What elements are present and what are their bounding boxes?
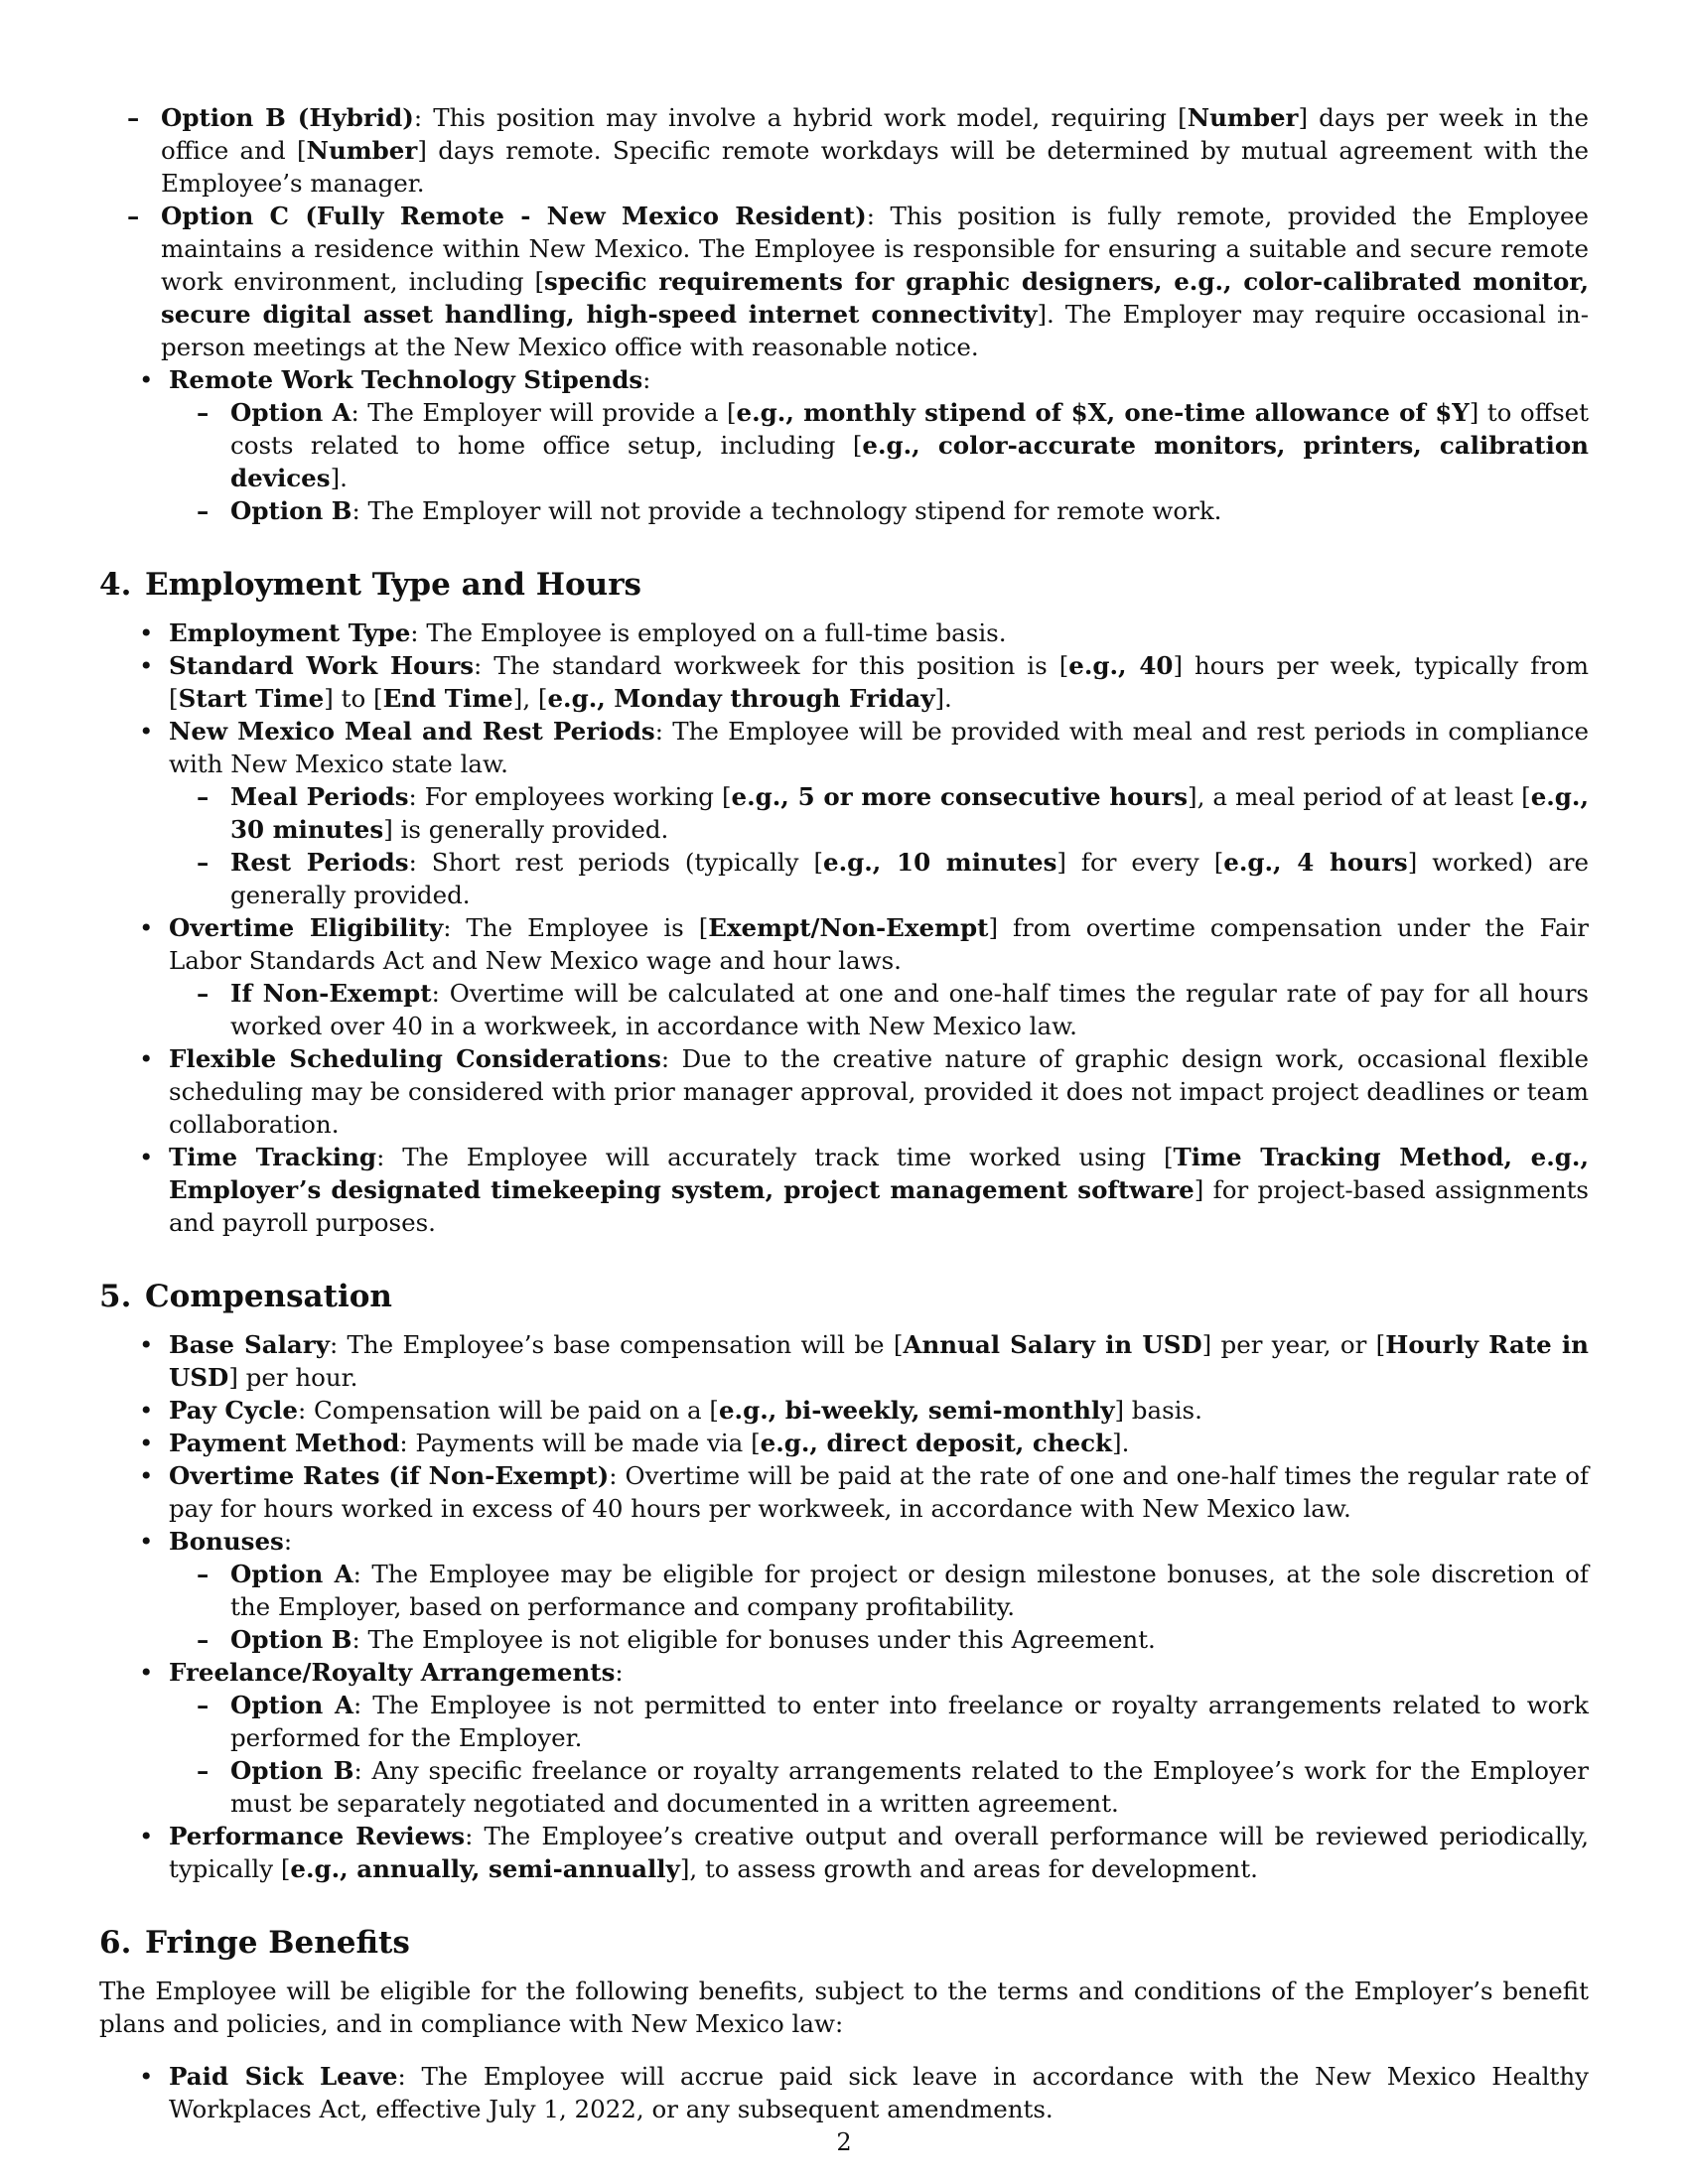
stipend-option-a: – Option A: The Employer will provide a [e.g., monthly stipend of $X, one-time allowance of $Y] to offset costs related to home office setup, including [e.g., color-accurate monitors, printers, calibration devices].: [99, 396, 1589, 494]
section-6: [99, 1923, 1589, 1963]
payment-method-item: • Payment Method: Payments will be made via [e.g., direct deposit, check].: [99, 1427, 1589, 1459]
bonuses-sublist: [169, 1558, 1589, 1656]
option-c-fully-remote: – Option C (Fully Remote - New Mexico Resident): This position is fully remote, provided the Employee maintains a residence within New Mexico. The Employee is responsible for ensuring a suitable and secure remote work environment, including [specific requirements for graphic designers, e.g., color-calibrated monitor, secure digital asset handling, high-speed internet connectivity]. The Employer may require occasional in-person meetings at the New Mexico office with reasonable notice.: [30, 200, 1589, 363]
freelance-royalty-item: • Freelance/Royalty Arrangements: – Option A: The Employee is not permitted to enter into freelance or royalty arrangements related to work performed for the Employer. – Option B: Any specific freelance or royalty arrangements related to the Employee’s work for the Employer must be separately negotiated and documented in a written agreement.: [99, 1656, 1589, 1820]
bonus-option-a: – Option A: The Employee may be eligible for project or design milestone bonuses, at the sole discretion of the Employer, based on performance and company profitability.: [99, 1558, 1589, 1623]
meal-rest-item: • New Mexico Meal and Rest Periods: The Employee will be provided with meal and rest periods in compliance with New Mexico state law. – Meal Periods: For employees working [e.g., 5 or more consecutive hours], a meal period of at least [e.g., 30 minutes] is generally provided. – Rest Periods: Short rest periods (typically [e.g., 10 minutes] for every [e.g., 4 hours] worked) are generally provided.: [99, 715, 1589, 911]
document-page: [99, 101, 1589, 2125]
employment-type-item: • Employment Type: The Employee is employed on a full-time basis.: [99, 616, 1589, 649]
section-4-heading: 4. Employment Type and Hours: [99, 567, 641, 603]
freelance-sublist: [169, 1689, 1589, 1820]
section-5-heading: 5. Compensation: [99, 1279, 392, 1314]
base-salary-item: • Base Salary: The Employee’s base compensation will be [Annual Salary in USD] per year, or [Hourly Rate in USD] per hour.: [99, 1328, 1589, 1394]
overtime-rates-item: • Overtime Rates (if Non-Exempt): Overtime will be paid at the rate of one and one-half times the regular rate of pay for hours worked in excess of 40 hours per workweek, in accordance with New Mexico law.: [99, 1459, 1589, 1525]
flexible-scheduling-item: • Flexible Scheduling Considerations: Due to the creative nature of graphic design work, occasional flexible scheduling may be considered with prior manager approval, provided it does not impact project deadlines or team collaboration.: [99, 1042, 1589, 1141]
time-tracking-item: • Time Tracking: The Employee will accurately track time worked using [Time Tracking Method, e.g., Employer’s designated timekeeping system, project management software] for project-based assignments and payroll purposes.: [99, 1141, 1589, 1239]
overtime-sublist: [169, 977, 1589, 1042]
section-6-heading: 6. Fringe Benefits: [99, 1925, 410, 1961]
stipend-option-b: – Option B: The Employer will not provide a technology stipend for remote work.: [99, 494, 1589, 527]
page-number: 2: [836, 2128, 852, 2156]
paid-sick-leave-item: • Paid Sick Leave: The Employee will accrue paid sick leave in accordance with the New Mexico Healthy Workplaces Act, effective July 1, 2022, or any subsequent amendments.: [99, 2060, 1589, 2125]
freelance-option-a: – Option A: The Employee is not permitted to enter into freelance or royalty arrangements related to work performed for the Employer.: [99, 1689, 1589, 1754]
overtime-eligibility-item: • Overtime Eligibility: The Employee is [Exempt/Non-Exempt] from overtime compensation under the Fair Labor Standards Act and New Mexico wage and hour laws. – If Non-Exempt: Overtime will be calculated at one and one-half times the regular rate of pay for all hours worked over 40 in a workweek, in accordance with New Mexico law.: [99, 911, 1589, 1042]
section-4: [99, 565, 1589, 605]
stipend-options: [169, 396, 1589, 527]
meal-rest-sublist: [169, 780, 1589, 911]
work-hours-item: • Standard Work Hours: The standard workweek for this position is [e.g., 40] hours per week, typically from [Start Time] to [End Time], [e.g., Monday through Friday].: [99, 649, 1589, 715]
rest-periods-item: – Rest Periods: Short rest periods (typically [e.g., 10 minutes] for every [e.g., 4 hours] worked) are generally provided.: [99, 846, 1589, 911]
pay-cycle-item: • Pay Cycle: Compensation will be paid on a [e.g., bi-weekly, semi-monthly] basis.: [99, 1394, 1589, 1427]
section-5: [99, 1277, 1589, 1316]
bonus-option-b: – Option B: The Employee is not eligible for bonuses under this Agreement.: [99, 1623, 1589, 1656]
section-6-list: [99, 2060, 1589, 2125]
remote-stipends-item: • Remote Work Technology Stipends: – Option A: The Employer will provide a [e.g., monthly stipend of $X, one-time allowance of $Y] to offset costs related to home office setup, including [e.g., color-accurate monitors, printers, calibration devices]. – Option B: The Employer will not provide a technology stipend for remote work.: [99, 363, 1589, 527]
section-5-list: [99, 1328, 1589, 1885]
meal-periods-item: – Meal Periods: For employees working [e.g., 5 or more consecutive hours], a meal period of at least [e.g., 30 minutes] is generally provided.: [99, 780, 1589, 846]
freelance-option-b: – Option B: Any specific freelance or royalty arrangements related to the Employee’s work for the Employer must be separately negotiated and documented in a written agreement.: [99, 1754, 1589, 1820]
performance-reviews-item: • Performance Reviews: The Employee’s creative output and overall performance will be reviewed periodically, typically [e.g., annually, semi-annually], to assess growth and areas for development.: [99, 1820, 1589, 1885]
work-arrangement-list: [99, 101, 1589, 527]
option-b-hybrid: – Option B (Hybrid): This position may involve a hybrid work model, requiring [Number] days per week in the office and [Number] days remote. Specific remote workdays will be determined by mutual agreement with the Employee’s manager.: [30, 101, 1589, 200]
section-4-list: [99, 616, 1589, 1239]
section-6-intro: The Employee will be eligible for the following benefits, subject to the terms and conditions of the Employer’s benefit plans and policies, and in compliance with New Mexico law:: [99, 1977, 1589, 2038]
non-exempt-item: – If Non-Exempt: Overtime will be calculated at one and one-half times the regular rate of pay for all hours worked over 40 in a workweek, in accordance with New Mexico law.: [99, 977, 1589, 1042]
bonuses-item: • Bonuses: – Option A: The Employee may be eligible for project or design milestone bonuses, at the sole discretion of the Employer, based on performance and company profitability. – Option B: The Employee is not eligible for bonuses under this Agreement.: [99, 1525, 1589, 1656]
